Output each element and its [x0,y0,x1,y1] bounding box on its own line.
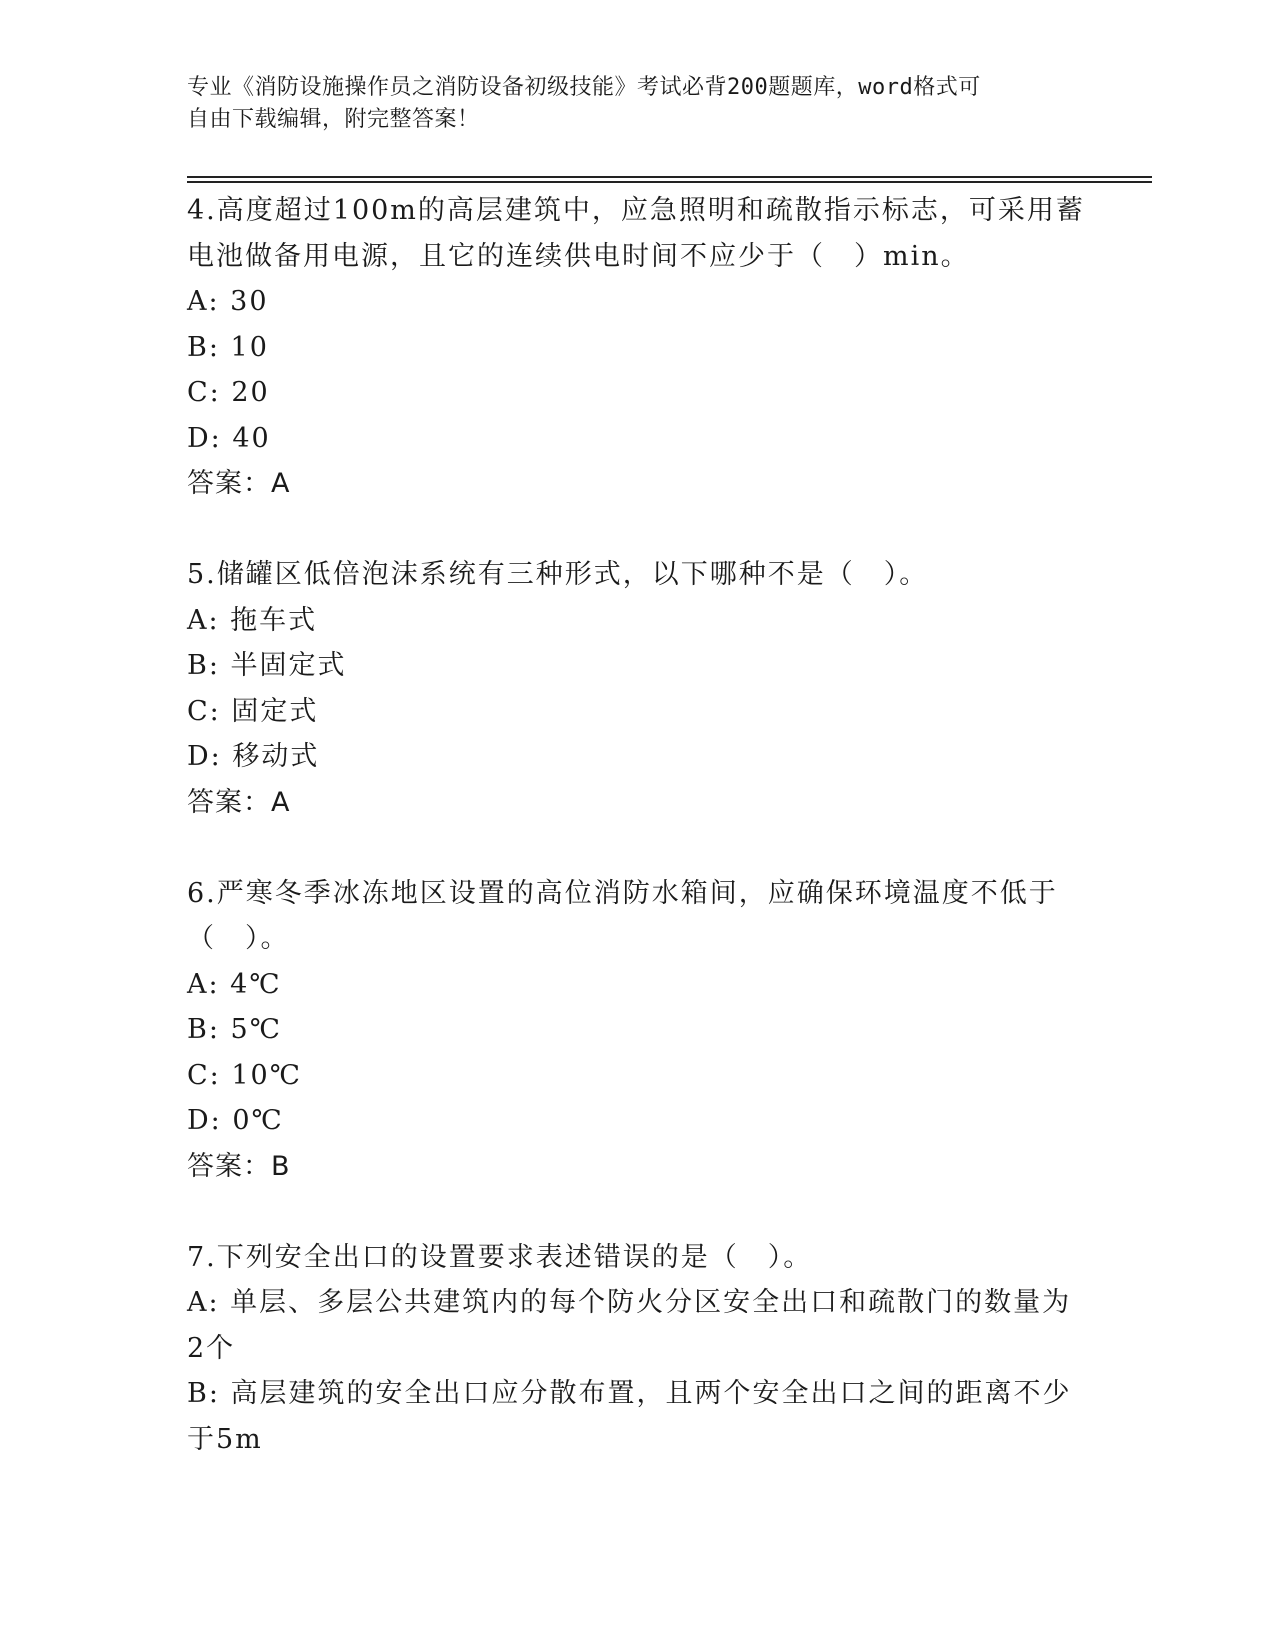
header-line-1: 专业《消防设施操作员之消防设备初级技能》考试必背200题题库，word格式可 [187,75,981,100]
option-b: B: 5℃ [187,1014,282,1045]
question-spacer [187,1190,1087,1235]
answer-line: 答案：A [187,468,291,499]
option-a: A: 30 [187,286,269,317]
document-header [187,72,1067,136]
question-stem-line: （ ）。 [187,923,290,954]
header-divider-top [187,176,1152,178]
option-c: C: 10℃ [187,1059,302,1091]
header-divider-bottom [187,181,1152,183]
option-c: C: 固定式 [187,695,319,727]
question-stem-line: 5.储罐区低倍泡沫系统有三种形式，以下哪种不是（ ）。 [187,559,929,590]
question-list [187,188,1087,1462]
answer-line: 答案：A [187,786,291,818]
question-6 [187,871,1087,1190]
question-7 [187,1235,1087,1463]
option-a: A: 单层、多层公共建筑内的每个防火分区安全出口和疏散门的数量为 [187,1287,1072,1318]
option-b: B: 高层建筑的安全出口应分散布置，且两个安全出口之间的距离不少 [187,1378,1072,1409]
option-d: D: 0℃ [187,1105,284,1136]
question-spacer [187,826,1087,871]
question-5 [187,552,1087,826]
question-stem-line: 6.严寒冬季冰冻地区设置的高位消防水箱间，应确保环境温度不低于 [187,877,1058,909]
option-c: C: 20 [187,377,270,408]
option-b: B: 半固定式 [187,650,347,681]
question-4 [187,188,1087,507]
option-b: B: 10 [187,331,269,363]
header-line-2: 自由下载编辑，附完整答案！ [187,107,480,132]
question-stem-line: 4.高度超过100m的高层建筑中，应急照明和疏散指示标志，可采用蓄 [187,195,1085,226]
option-a-continued: 2个 [187,1332,236,1364]
question-stem-line: 7.下列安全出口的设置要求表述错误的是（ ）。 [187,1241,813,1273]
option-a: A: 拖车式 [187,604,318,636]
option-b-continued: 于5m [187,1423,263,1455]
option-d: D: 40 [187,422,271,454]
option-a: A: 4℃ [187,968,282,1000]
answer-line: 答案：B [187,1150,291,1182]
option-d: D: 移动式 [187,741,320,772]
question-stem-line: 电池做备用电源，且它的连续供电时间不应少于（ ）min。 [187,240,970,272]
question-spacer [187,507,1087,552]
